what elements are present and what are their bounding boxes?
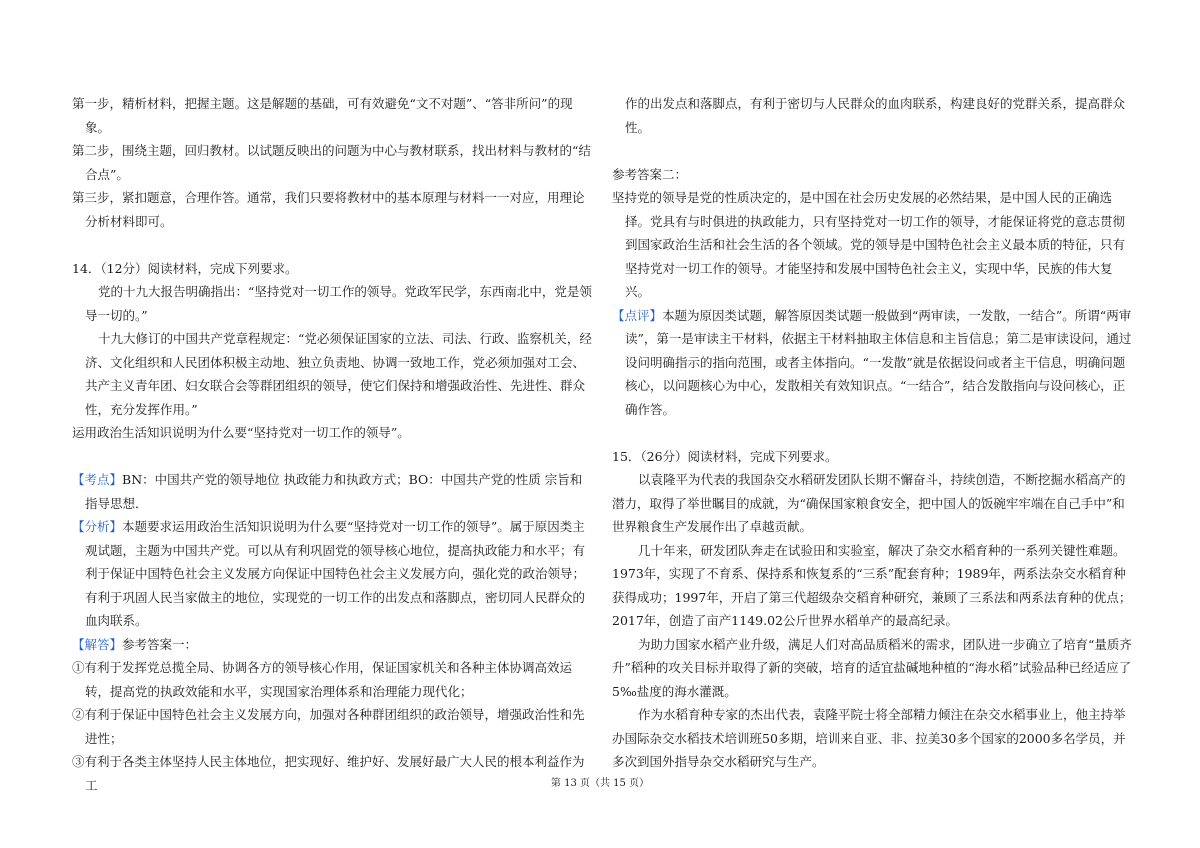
answer-item-2: ②有利于保证中国特色社会主义发展方向，加强对各种群团组织的政治领导，增强政治性和先进性； [72, 707, 585, 746]
kaodian-text: BN：中国共产党的领导地位 执政能力和执政方式；BO：中国共产党的性质 宗旨和指导思想． [85, 472, 583, 511]
q15-paragraph-3: 为助力国家水稻产业升级，满足人们对高品质稻米的需求，团队进一步确立了培育“量质齐升”稻种的攻关目标并取得了新的突破，培育的适宜盐碱地种植的“海水稻”试验品种已经适应了5‰盐度的海水灌溉。 [612, 636, 1132, 699]
jieda-tag: 【解答】 [72, 636, 123, 652]
answer-2-text: 坚持党的领导是党的性质决定的，是中国在社会历史发展的必然结果，是中国人民的正确选择。党具有与时俱进的执政能力，只有坚持党对一切工作的领导，才能保证将党的意志贯彻到国家政治生活和社会生活的各个领域。党的领导是中国特色社会主义最本质的特征，只有坚持党对一切工作的领导。才能坚持和发展中国特色社会主义，实现中华，民族的伟大复兴。 [612, 190, 1126, 299]
answer-item-3: ③有利于各类主体坚持人民主体地位，把实现好、维护好、发展好最广大人民的根本利益作为工 [72, 754, 585, 793]
spacer [612, 139, 1132, 163]
dianping-section [612, 304, 1132, 422]
jieda-section [72, 633, 592, 657]
fenxi-text: 本题要求运用政治生活知识说明为什么要“坚持党对一切工作的领导”。属于原因类主观试题，主题为中国共产党。可以从有利巩固党的领导核心地位，提高执政能力和水平；有利于保证中国特色社会主义发展方向保证中国特色社会主义发展方向，强化党的政治领导；有利于巩固人民当家做主的地位，实现党的一切工作的出发点和落脚点，密切同人民群众的血肉联系。 [85, 519, 586, 628]
right-column [612, 92, 1132, 774]
kaodian-section [72, 468, 592, 515]
step-1: 第一步，精析材料，把握主题。这是解题的基础，可有效避免“文不对题”、“答非所问”的现象。 [72, 96, 573, 135]
spacer [72, 233, 592, 257]
fenxi-tag: 【分析】 [72, 519, 123, 534]
question-15-header: 15．（26分）阅读材料，完成下列要求。 [612, 448, 838, 464]
question-14-header: 14．（12分）阅读材料，完成下列要求。 [72, 260, 298, 276]
answer-item-1: ①有利于发挥党总揽全局、协调各方的领导核心作用，保证国家机关和各种主体协调高效运转，提高党的执政效能和水平，实现国家治理体系和治理能力现代化； [72, 660, 573, 699]
material-1: 党的十九大报告明确指出：“坚持党对一切工作的领导。党政军民学，东西南北中，党是领导一切的。” [85, 284, 592, 323]
q15-paragraph-2: 几十年来，研发团队奔走在试验田和实验室，解决了杂交水稻育种的一系列关键性难题。1973年，实现了不育系、保持系和恢复系的“三系”配套育种；1989年，两系法杂交水稻育种获得成功；1997年，开启了第三代超级杂交稻育种研究，兼顾了三系法和两系法育种的优点；2017年，创造了亩产1149.02公斤世界水稻单产的最高纪录。 [612, 542, 1132, 628]
dianping-tag: 【点评】 [612, 307, 663, 323]
left-column [72, 92, 592, 797]
fenxi-section [72, 515, 592, 633]
q15-paragraph-1: 以袁隆平为代表的我国杂交水稻研发团队长期不懈奋斗，持续创造，不断挖掘水稻高产的潜力，取得了举世瞩目的成就，为“确保国家粮食安全，把中国人的饭碗牢牢端在自己手中”和世界粮食生产发展作出了卓越贡献。 [612, 472, 1126, 534]
spacer [72, 445, 592, 469]
q15-paragraph-4: 作为水稻育种专家的杰出代表，袁隆平院士将全部精力倾注在杂交水稻事业上，他主持举办国际杂交水稻技术培训班50多期，培训来自亚、非、拉美30多个国家的2000多名学员，并多次到国外指导杂交水稻研究与生产。 [612, 707, 1126, 769]
material-2: 十九大修订的中国共产党章程规定：“党必须保证国家的立法、司法、行政、监察机关，经济、文化组织和人民团体积极主动地、独立负责地、协调一致地工作，党必须加强对工会、共产主义青年团、妇女联合会等群团组织的领导，使它们保持和增强政治性、先进性、群众性，充分发挥作用。” [85, 331, 592, 417]
kaodian-tag: 【考点】 [72, 472, 123, 487]
dianping-text: 本题为原因类试题，解答原因类试题一般做到“两审读，一发散，一结合”。所谓“两审读”，第一是审读主干材料，依据主干材料抽取主体信息和主旨信息；第二是审读设问，通过设问明确指示的指向范围，或者主体指向。“一发散”就是依据设问或者主干信息，明确问题核心，以问题核心为中心，发散相关有效知识点。“一结合”，结合发散指向与设问核心，正确作答。 [625, 307, 1132, 417]
step-2: 第二步，围绕主题，回归教材。以试题反映出的问题为中心与教材联系，找出材料与教材的“结合点”。 [72, 143, 591, 182]
spacer [612, 421, 1132, 445]
answer-continuation: 作的出发点和落脚点，有利于密切与人民群众的血肉联系，构建良好的党群关系，提高群众性。 [625, 96, 1126, 135]
page-footer: 第 13 页（共 15 页） [550, 778, 650, 789]
jieda-text: 参考答案一： [122, 636, 198, 652]
answer-2-label: 参考答案二： [612, 166, 688, 182]
question-14-prompt: 运用政治生活知识说明为什么要“坚持党对一切工作的领导”。 [72, 425, 410, 440]
step-3: 第三步，紧扣题意，合理作答。通常，我们只要将教材中的基本原理与材料一一对应，用理论分析材料即可。 [72, 190, 585, 229]
